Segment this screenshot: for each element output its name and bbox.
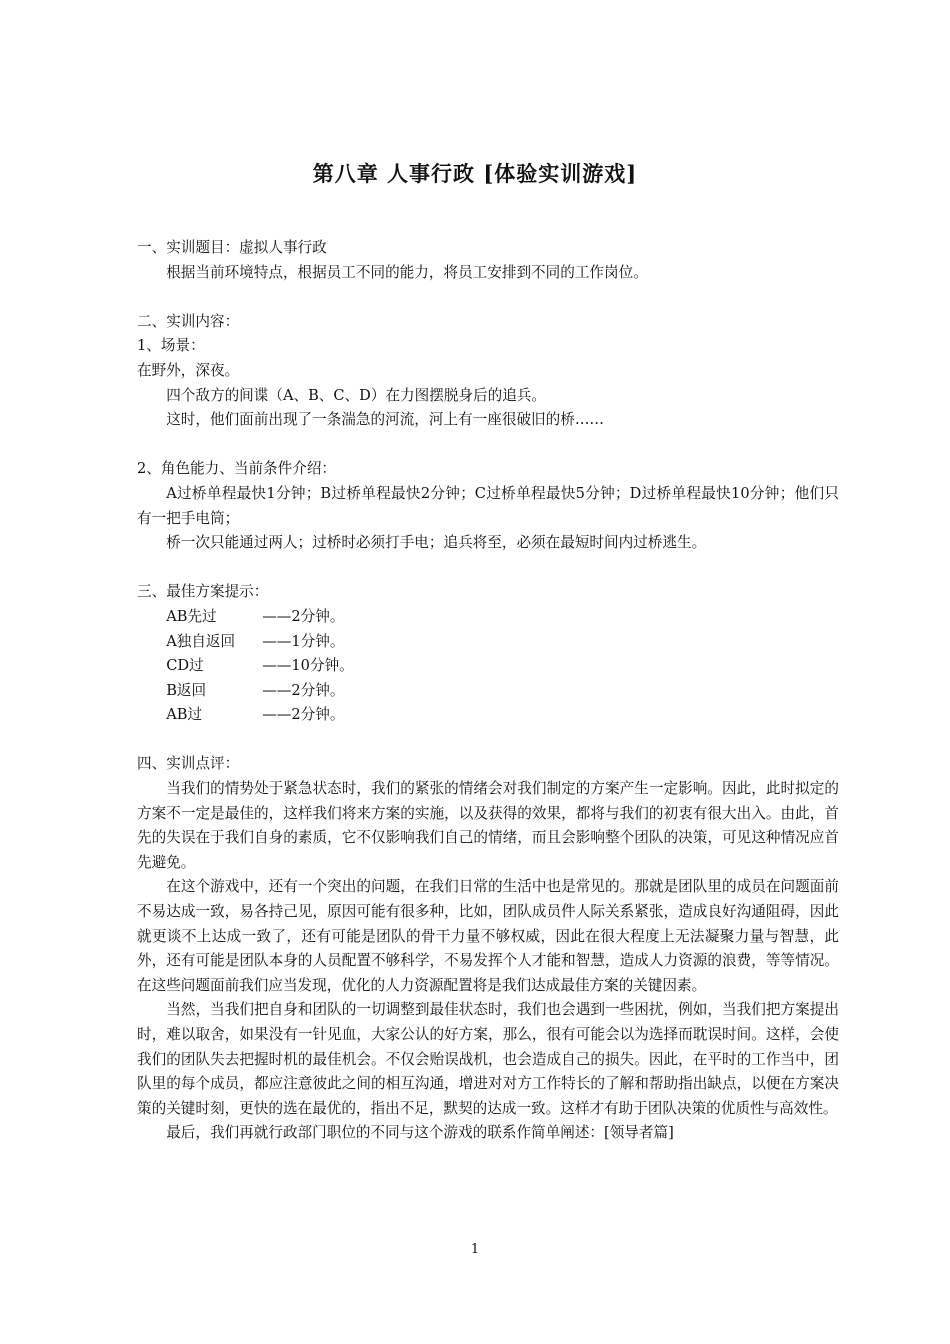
step-time: ——10分钟。 (262, 657, 354, 675)
scene-line-3: 这时，他们面前出现了一条湍急的河流，河上有一座很破旧的桥…… (166, 411, 605, 429)
step-action: AB先过 (166, 607, 217, 625)
step-time: ——2分钟。 (262, 706, 345, 724)
review-paragraph-1: 当我们的情势处于紧急状态时，我们的紧张的情绪会对我们制定的方案产生一定影响。因此，此时拟定的方案不一定是最佳的，这样我们将来方案的实施，以及获得的效果，都将与我们的初衷有很大出入。由此，首先的失误在于我们自身的素质，它不仅影响我们自己的情绪，而且会影响整个团队的决策，可见这种情况应首先避免。 (137, 780, 839, 871)
document-body (137, 236, 839, 1146)
roles-paragraph-1: A过桥单程最快1分钟；B过桥单程最快2分钟；C过桥单程最快5分钟；D过桥单程最快10分钟；他们只有一把手电筒； (137, 484, 839, 527)
review-paragraph-2: 在这个游戏中，还有一个突出的问题，在我们日常的生活中也是常见的。那就是团队里的成员在问题面前不易达成一致，易各持己见，原因可能有很多种，比如，团队成员件人际关系紧张，造成良好沟通阻碍，因此就更谈不上达成一致了，还有可能是团队的骨干力量不够权威，因此在很大程度上无法凝聚力量与智慧，此外，还有可能是团队本身的人员配置不够科学，不易发挥个人才能和智慧，造成人力资源的浪费，等等情况。在这些问题面前我们应当发现，优化的人力资源配置将是我们达成最佳方案的关键因素。 (137, 878, 839, 994)
solution-step (137, 679, 839, 704)
section-2-heading: 二、实训内容： (137, 312, 240, 330)
review-paragraph-4: 最后，我们再就行政部门职位的不同与这个游戏的联系作简单阐述：[领导者篇] (166, 1124, 674, 1142)
review-paragraph-3: 当然，当我们把自身和团队的一切调整到最佳状态时，我们也会遇到一些困扰，例如，当我们把方案提出时，难以取舍，如果没有一针见血，大家公认的好方案，那么，很有可能会以为选择而耽误时间。这样，会使我们的团队失去把握时机的最佳机会。不仅会贻误战机，也会造成自己的损失。因此，在平时的工作当中，团队里的每个成员，都应注意彼此之间的相互沟通，增进对对方工作特长的了解和帮助指出缺点，以便在方案决策的关键时刻，更快的选在最优的，指出不足，默契的达成一致。这样才有助于团队决策的优质性与高效性。 (137, 1001, 839, 1117)
section-4-heading: 四、实训点评： (137, 755, 240, 773)
step-action: CD过 (166, 657, 204, 675)
step-time: ——2分钟。 (262, 681, 345, 699)
section-3-heading: 三、最佳方案提示： (137, 583, 269, 601)
section-1-text: 根据当前环境特点，根据员工不同的能力，将员工安排到不同的工作岗位。 (166, 263, 648, 281)
scene-line-1: 在野外，深夜。 (137, 361, 240, 379)
step-action: B返回 (166, 681, 207, 699)
step-time: ——1分钟。 (262, 632, 345, 650)
roles-label: 2、角色能力、当前条件介绍： (137, 460, 337, 478)
step-action: AB过 (166, 706, 203, 724)
section-1-heading: 一、实训题目：虚拟人事行政 (137, 239, 327, 256)
scene-line-2: 四个敌方的间谍（A、B、C、D）在力图摆脱身后的追兵。 (166, 386, 546, 404)
solution-step (137, 654, 839, 679)
step-time: ——2分钟。 (262, 607, 345, 625)
scene-label: 1、场景： (137, 337, 205, 355)
page-number: 1 (470, 1242, 480, 1257)
roles-paragraph-2: 桥一次只能通过两人；过桥时必须打手电；追兵将至，必须在最短时间内过桥逃生。 (166, 534, 707, 552)
solution-step (137, 605, 839, 630)
solution-step (137, 630, 839, 655)
chapter-title: 第八章 人事行政 [体验实训游戏] (312, 161, 638, 186)
solution-step (137, 703, 839, 728)
step-action: A独自返回 (166, 632, 236, 650)
